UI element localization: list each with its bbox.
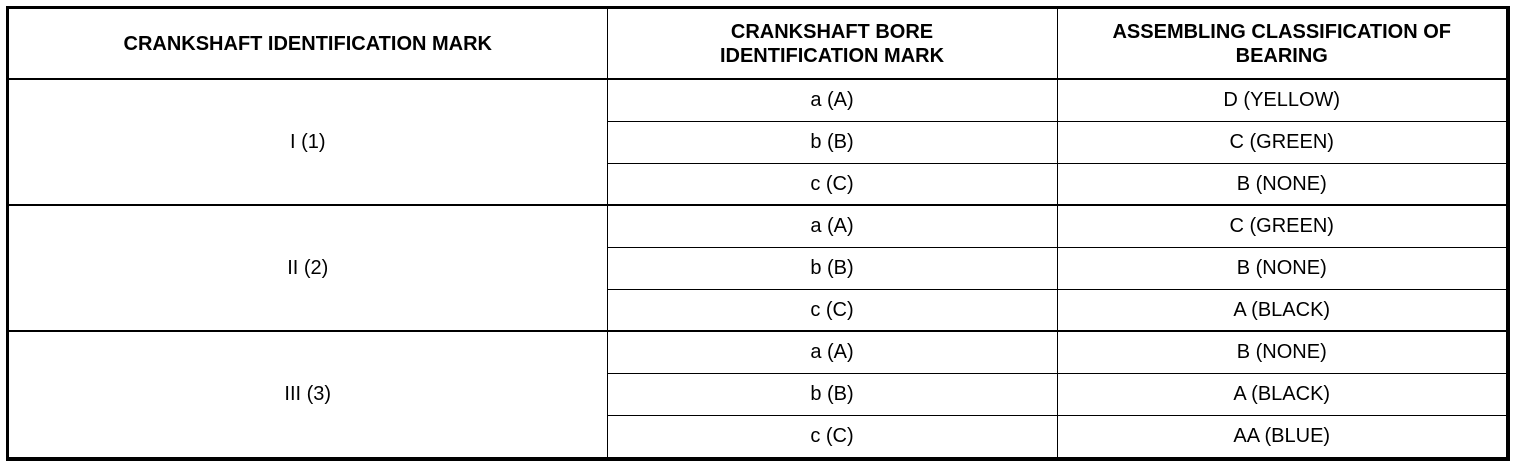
crankshaft-mark-cell: I (1) [9,79,607,205]
bore-mark-cell: b (B) [607,121,1057,163]
bore-mark-cell: b (B) [607,373,1057,415]
header-crankshaft-identification-mark [9,9,607,79]
bearing-class-cell: B (NONE) [1057,331,1506,373]
bore-mark-cell: b (B) [607,247,1057,289]
header-assembling-classification-of-bearing [1057,9,1506,79]
bore-mark-cell: c (C) [607,163,1057,205]
table-row [9,205,1506,247]
header-col3-line2: BEARING [1235,44,1328,67]
bearing-selection-table [9,9,1506,458]
bore-mark-cell: a (A) [607,205,1057,247]
crankshaft-mark-cell: III (3) [9,331,607,457]
header-col2-line1: CRANKSHAFT BORE [730,20,934,43]
bore-mark-cell: a (A) [607,331,1057,373]
bearing-class-cell: AA (BLUE) [1057,415,1506,457]
bore-mark-cell: a (A) [607,79,1057,121]
header-col2-line2: IDENTIFICATION MARK [719,44,945,67]
bearing-class-cell: C (GREEN) [1057,121,1506,163]
table-row [9,79,1506,121]
bearing-class-cell: A (BLACK) [1057,373,1506,415]
bearing-class-cell: C (GREEN) [1057,205,1506,247]
bearing-class-cell: D (YELLOW) [1057,79,1506,121]
bore-mark-cell: c (C) [607,289,1057,331]
bore-mark-cell: c (C) [607,415,1057,457]
bearing-class-cell: B (NONE) [1057,247,1506,289]
table-row [9,331,1506,373]
bearing-class-cell: B (NONE) [1057,163,1506,205]
bearing-class-cell: A (BLACK) [1057,289,1506,331]
header-col3-line1: ASSEMBLING CLASSIFICATION OF [1112,20,1451,43]
bearing-selection-table-frame [6,6,1510,461]
header-crankshaft-bore-identification-mark [607,9,1057,79]
crankshaft-mark-cell: II (2) [9,205,607,331]
table-header-row [9,9,1506,79]
header-col1-text: CRANKSHAFT IDENTIFICATION MARK [123,32,492,55]
